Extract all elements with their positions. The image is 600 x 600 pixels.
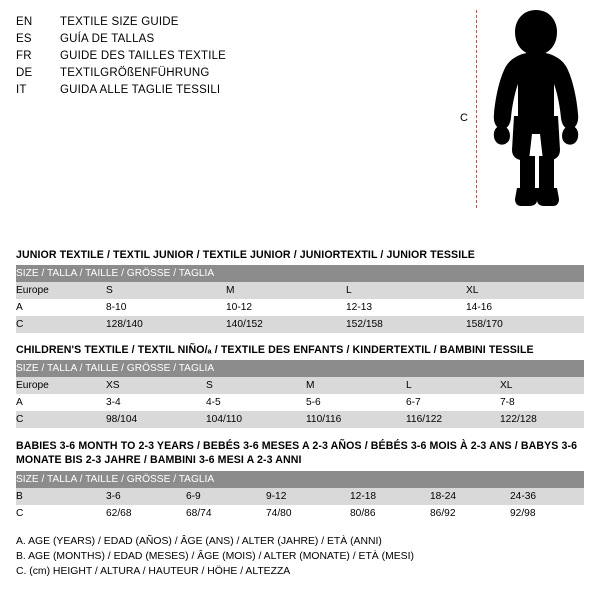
table-header-row bbox=[16, 265, 584, 282]
language-code: DE bbox=[16, 67, 33, 79]
cell-value: S bbox=[106, 282, 226, 299]
section-babies-textile bbox=[16, 439, 584, 522]
language-row bbox=[16, 82, 446, 99]
cell-value: M bbox=[226, 282, 346, 299]
row-label: C bbox=[16, 505, 106, 522]
language-row bbox=[16, 48, 446, 65]
height-guide-line bbox=[476, 10, 477, 208]
legend-line: B. AGE (MONTHS) / EDAD (MESES) / ÂGE (MOIS) / ALTER (MONATE) / ETÀ (MESI) bbox=[16, 551, 414, 562]
legend-line: A. AGE (YEARS) / EDAD (AÑOS) / ÂGE (ANS) / ALTER (JAHRE) / ETÀ (ANNI) bbox=[16, 536, 382, 547]
language-code: ES bbox=[16, 33, 32, 45]
language-row bbox=[16, 65, 446, 82]
cell-value: 6-9 bbox=[186, 488, 266, 505]
size-subheader: SIZE / TALLA / TAILLE / GRÖSSE / TAGLIA bbox=[16, 265, 584, 282]
cell-value: 3-6 bbox=[106, 488, 186, 505]
cell-value: XS bbox=[106, 377, 206, 394]
cell-value: L bbox=[346, 282, 466, 299]
table-row bbox=[16, 488, 584, 505]
section-junior-textile bbox=[16, 249, 584, 333]
children-size-table bbox=[16, 360, 584, 428]
language-title: GUÍA DE TALLAS bbox=[60, 33, 155, 45]
cell-value: 6-7 bbox=[406, 394, 500, 411]
cell-value: 74/80 bbox=[266, 505, 350, 522]
row-label: B bbox=[16, 488, 106, 505]
legend-line: C. (cm) HEIGHT / ALTURA / HAUTEUR / HÖHE / ALTEZZA bbox=[16, 566, 291, 577]
section-title: CHILDREN'S TEXTILE / TEXTIL NIÑO/ₐ / TEXTILE DES ENFANTS / KINDERTEXTIL / BAMBINI TESSILE bbox=[16, 344, 534, 356]
cell-value: 5-6 bbox=[306, 394, 406, 411]
cell-value: 98/104 bbox=[106, 411, 206, 428]
babies-size-table bbox=[16, 471, 584, 522]
cell-value: 7-8 bbox=[500, 394, 584, 411]
height-measurement-figure bbox=[440, 8, 590, 213]
cell-value: 140/152 bbox=[226, 316, 346, 333]
language-code: FR bbox=[16, 50, 32, 62]
cell-value: S bbox=[206, 377, 306, 394]
size-subheader: SIZE / TALLA / TAILLE / GRÖSSE / TAGLIA bbox=[16, 471, 584, 488]
table-header-row bbox=[16, 360, 584, 377]
cell-value: 12-18 bbox=[350, 488, 430, 505]
language-header-block bbox=[16, 14, 446, 99]
cell-value: XL bbox=[500, 377, 584, 394]
table-row bbox=[16, 299, 584, 316]
table-row bbox=[16, 377, 584, 394]
cell-value: 8-10 bbox=[106, 299, 226, 316]
cell-value: 152/158 bbox=[346, 316, 466, 333]
table-row bbox=[16, 316, 584, 333]
row-label: A bbox=[16, 299, 106, 316]
cell-value: 68/74 bbox=[186, 505, 266, 522]
language-row bbox=[16, 31, 446, 48]
child-silhouette-icon bbox=[484, 8, 588, 208]
language-code: IT bbox=[16, 84, 27, 96]
section-title: JUNIOR TEXTILE / TEXTIL JUNIOR / TEXTILE JUNIOR / JUNIORTEXTIL / JUNIOR TESSILE bbox=[16, 249, 475, 261]
cell-value: 4-5 bbox=[206, 394, 306, 411]
size-subheader: SIZE / TALLA / TAILLE / GRÖSSE / TAGLIA bbox=[16, 360, 584, 377]
cell-value: 128/140 bbox=[106, 316, 226, 333]
table-header-row bbox=[16, 471, 584, 488]
cell-value: 86/92 bbox=[430, 505, 510, 522]
cell-value: 3-4 bbox=[106, 394, 206, 411]
section-title: BABIES 3-6 MONTH TO 2-3 YEARS / BEBÉS 3-6 MESES A 2-3 AÑOS / BÉBÉS 3-6 MOIS À 2-3 ANS / BABYS 3-6 MONATE BIS 2-3 JAHRE / BAMBINI 3-6 MESI A 2-3 ANNI bbox=[16, 440, 578, 466]
row-label: Europe bbox=[16, 377, 106, 394]
language-title: TEXTILGRÖßENFÜHRUNG bbox=[60, 67, 210, 79]
table-row bbox=[16, 394, 584, 411]
cell-value: 9-12 bbox=[266, 488, 350, 505]
table-row bbox=[16, 411, 584, 428]
cell-value: 116/122 bbox=[406, 411, 500, 428]
language-title: GUIDE DES TAILLES TEXTILE bbox=[60, 50, 227, 62]
cell-value: 14-16 bbox=[466, 299, 584, 316]
cell-value: 12-13 bbox=[346, 299, 466, 316]
junior-size-table bbox=[16, 265, 584, 333]
row-label: C bbox=[16, 316, 106, 333]
cell-value: M bbox=[306, 377, 406, 394]
table-row bbox=[16, 505, 584, 522]
cell-value: 24-36 bbox=[510, 488, 584, 505]
row-label: C bbox=[16, 411, 106, 428]
language-row bbox=[16, 14, 446, 31]
cell-value: 80/86 bbox=[350, 505, 430, 522]
section-childrens-textile bbox=[16, 344, 584, 428]
language-code: EN bbox=[16, 16, 33, 28]
cell-value: XL bbox=[466, 282, 584, 299]
row-label: Europe bbox=[16, 282, 106, 299]
cell-value: 104/110 bbox=[206, 411, 306, 428]
cell-value: 92/98 bbox=[510, 505, 584, 522]
table-row bbox=[16, 282, 584, 299]
legend-block bbox=[16, 534, 584, 579]
language-title: GUIDA ALLE TAGLIE TESSILI bbox=[60, 84, 221, 96]
cell-value: 18-24 bbox=[430, 488, 510, 505]
cell-value: 10-12 bbox=[226, 299, 346, 316]
cell-value: 110/116 bbox=[306, 411, 406, 428]
language-title: TEXTILE SIZE GUIDE bbox=[60, 16, 179, 28]
row-label: A bbox=[16, 394, 106, 411]
cell-value: L bbox=[406, 377, 500, 394]
cell-value: 122/128 bbox=[500, 411, 584, 428]
cell-value: 62/68 bbox=[106, 505, 186, 522]
height-measure-label: C bbox=[460, 112, 468, 124]
cell-value: 158/170 bbox=[466, 316, 584, 333]
